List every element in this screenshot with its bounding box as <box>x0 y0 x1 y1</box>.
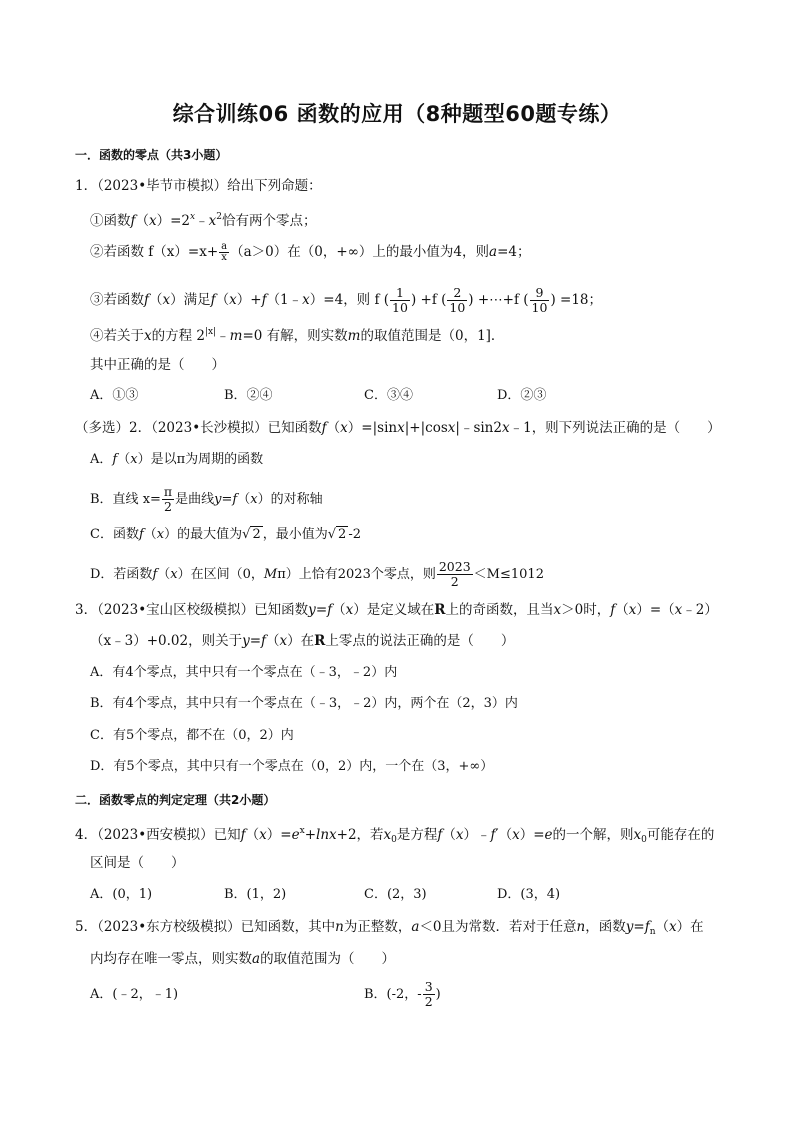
q1-question: 其中正确的是（ ） <box>90 357 225 373</box>
page-title: 综合训练06 函数的应用（8种题型60题专练） <box>172 102 622 126</box>
q2-option-b[interactable]: B．直线 x= $\frac{\pi}{2}$ 是曲线y=f（x）的对称轴 <box>90 484 323 514</box>
q1-option-d[interactable]: D．②③ <box>497 388 547 403</box>
q2-stem: （多选）2．（2023•长沙模拟）已知函数f（x）=|sinx|+|cosx|﹣sin2x﹣1，则下列说法正确的是（ ） <box>75 420 721 436</box>
q2-option-c[interactable]: C．函数f（x）的最大值为√ 2 ，最小值为√ 2 -2 <box>90 527 361 542</box>
q4-stem-line-1: 4．（2023•西安模拟）已知$f(x)=e^x+\ln x+2$，若$x_0$是方程f（x）﹣f′（x）=e的一个解，则$x_0$可能存在的 <box>75 826 715 845</box>
q1-proposition-1: ①函数$f(x)=2^x﹣x^2$恰有两个零点； <box>90 212 317 229</box>
q3-option-d[interactable]: D．有5个零点，其中只有一个零点在（0，2）内，一个在（3，+∞） <box>90 759 494 774</box>
q1-proposition-3: ③若函数f（x）满足f（x）+f（1﹣x）=4，则 f ( $\frac{1}{10}$ ) +f ( $\frac{2}{10}$ ) +⋯+f ( $\frac{9}{10}$ ) =18； <box>90 285 603 315</box>
q5-option-a[interactable]: A．(﹣2，﹣1) <box>90 987 179 1002</box>
q5-option-b[interactable]: B．(-2，- $\frac{3}{2}$ ) <box>364 979 441 1009</box>
q4-option-b[interactable]: B．(1，2) <box>224 887 287 902</box>
q2-option-d[interactable]: D．若函数f（x）在区间（0，Mπ）上恰有2023个零点，则 $\frac{2023}{2}$ ＜M≤1012 <box>90 559 544 589</box>
q3-option-b[interactable]: B．有4个零点，其中只有一个零点在（﹣3，﹣2）内，两个在（2，3）内 <box>90 696 518 711</box>
q3-option-a[interactable]: A．有4个零点，其中只有一个零点在（﹣3，﹣2）内 <box>90 665 398 680</box>
section-heading-1: 一．函数的零点（共3小题） <box>75 148 228 162</box>
q4-option-a[interactable]: A．(0，1) <box>90 887 153 902</box>
q5-stem-line-2: 内均存在唯一零点，则实数a的取值范围为（ ） <box>90 951 396 967</box>
q1-proposition-4: ④若关于x的方程 $2^{|x|}﹣m=0$ 有解，则实数m的取值范围是（0，1]． <box>90 327 505 344</box>
q4-option-c[interactable]: C．(2，3) <box>364 887 427 902</box>
q2-option-a[interactable]: A．f（x）是以π为周期的函数 <box>90 452 264 467</box>
q1-option-b[interactable]: B．②④ <box>224 388 273 403</box>
q4-option-d[interactable]: D．(3，4) <box>497 887 561 902</box>
q1-option-a[interactable]: A．①③ <box>90 388 139 403</box>
q1-option-c[interactable]: C．③④ <box>364 388 413 403</box>
q3-option-c[interactable]: C．有5个零点，都不在（0，2）内 <box>90 728 294 743</box>
q1-stem: 1．（2023•毕节市模拟）给出下列命题： <box>75 178 322 194</box>
q4-stem-line-2: 区间是（ ） <box>90 855 185 871</box>
q1-proposition-2: ②若函数 f（x）=x+ $\frac{a}{x}$ （a＞0）在（0，+∞）上的最小值为4，则a=4； <box>90 241 531 263</box>
q3-stem-line-1: 3．（2023•宝山区校级模拟）已知函数y=f（x）是定义域在R上的奇函数，且当x＞0时，f（x）=（x﹣2） <box>75 602 718 618</box>
q5-stem-line-1: 5．（2023•东方校级模拟）已知函数，其中n为正整数，a＜0且为常数．若对于任意n，函数$y=f_n(x)$在 <box>75 919 704 937</box>
q3-stem-line-2: （x﹣3）+0.02，则关于y=f（x）在R上零点的说法正确的是（ ） <box>90 633 515 649</box>
section-heading-2: 二．函数零点的判定定理（共2小题） <box>75 793 276 807</box>
